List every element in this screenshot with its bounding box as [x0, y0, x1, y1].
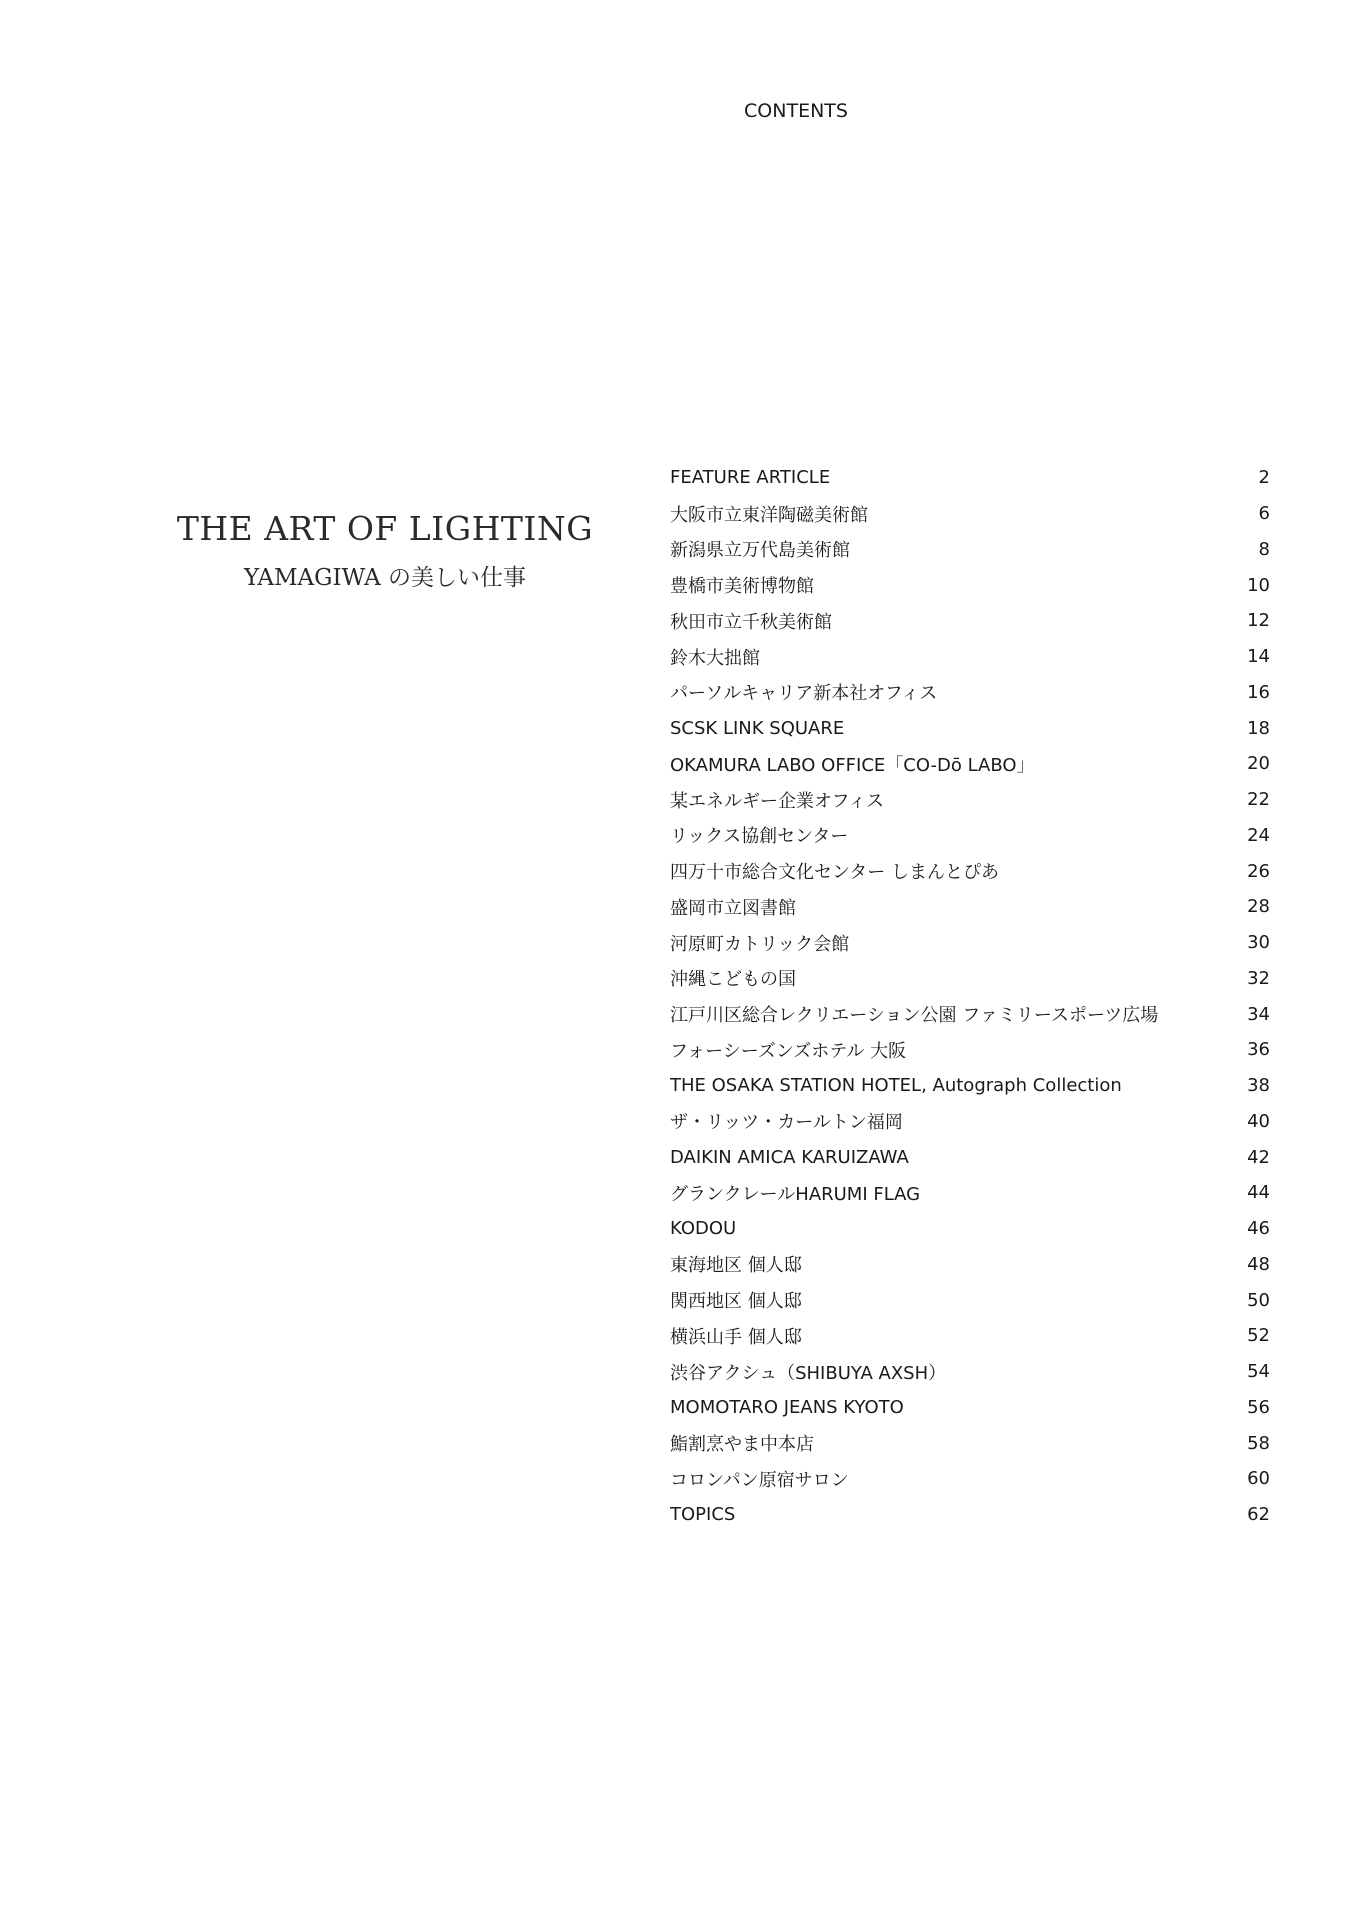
toc-entry[interactable]: [670, 1461, 1270, 1497]
toc-entry[interactable]: [670, 1139, 1270, 1175]
toc-entry-page-number: 34: [1247, 1003, 1270, 1025]
toc-entry-page-number: 62: [1247, 1504, 1270, 1526]
toc-entry[interactable]: [670, 1318, 1270, 1354]
toc-entry[interactable]: [670, 460, 1270, 496]
toc-entry[interactable]: [670, 1282, 1270, 1318]
toc-entry[interactable]: [670, 567, 1270, 603]
toc-entry[interactable]: [670, 996, 1270, 1032]
page-header: [0, 100, 1358, 122]
toc-entry[interactable]: [670, 532, 1270, 568]
toc-entry-title: TOPICS: [670, 1504, 736, 1526]
toc-entry-title: MOMOTARO JEANS KYOTO: [670, 1396, 904, 1418]
toc-entry[interactable]: [670, 1247, 1270, 1283]
toc-entry-page-number: 60: [1247, 1468, 1270, 1490]
toc-entry-page-number: 36: [1247, 1039, 1270, 1061]
toc-entry[interactable]: [670, 639, 1270, 675]
table-of-contents: [670, 460, 1270, 1533]
toc-entry-page-number: 58: [1247, 1432, 1270, 1454]
toc-entry[interactable]: [670, 961, 1270, 997]
toc-entry-title: KODOU: [670, 1218, 737, 1240]
toc-entry[interactable]: [670, 1354, 1270, 1390]
toc-entry-page-number: 48: [1247, 1253, 1270, 1275]
toc-entry-page-number: 38: [1247, 1075, 1270, 1097]
toc-entry-title: DAIKIN AMICA KARUIZAWA: [670, 1146, 909, 1168]
toc-entry-title: 秋田市立千秋美術館: [670, 611, 832, 633]
toc-entry-page-number: 30: [1247, 932, 1270, 954]
toc-entry[interactable]: [670, 925, 1270, 961]
toc-entry-title: コロンパン原宿サロン: [670, 1469, 849, 1491]
toc-entry-page-number: 10: [1247, 574, 1270, 596]
toc-entry[interactable]: [670, 782, 1270, 818]
toc-entry[interactable]: [670, 746, 1270, 782]
toc-entry-title: 関西地区 個人邸: [670, 1291, 802, 1313]
toc-entry-page-number: 18: [1247, 717, 1270, 739]
toc-entry-title: パーソルキャリア新本社オフィス: [670, 683, 938, 705]
toc-entry-title: 江戸川区総合レクリエーション公園 ファミリースポーツ広場: [670, 1005, 1159, 1027]
toc-entry-title: 東海地区 個人邸: [670, 1255, 802, 1277]
toc-entry-title: 河原町カトリック会館: [670, 933, 850, 955]
toc-entry-page-number: 2: [1258, 467, 1270, 489]
toc-entry-title: OKAMURA LABO OFFICE「CO-Dō LABO」: [670, 754, 1035, 776]
toc-entry-title: 新潟県立万代島美術館: [670, 540, 850, 562]
toc-entry-page-number: 12: [1247, 610, 1270, 632]
toc-entry-title: 鈴木大拙館: [670, 647, 760, 669]
toc-entry[interactable]: [670, 853, 1270, 889]
toc-entry-page-number: 16: [1247, 681, 1270, 703]
toc-entry-title: 豊橋市美術博物館: [670, 576, 814, 598]
toc-entry-title: ザ・リッツ・カールトン福岡: [670, 1112, 903, 1134]
toc-entry-page-number: 14: [1247, 646, 1270, 668]
toc-entry-page-number: 20: [1247, 753, 1270, 775]
toc-entry-page-number: 44: [1247, 1182, 1270, 1204]
toc-entry[interactable]: [670, 818, 1270, 854]
toc-entry-title: 盛岡市立図書館: [670, 897, 796, 919]
contents-heading: CONTENTS: [744, 100, 848, 122]
toc-entry-page-number: 46: [1247, 1218, 1270, 1240]
toc-entry-page-number: 56: [1247, 1396, 1270, 1418]
toc-entry-title: 沖縄こどもの国: [670, 969, 796, 991]
toc-entry-page-number: 40: [1247, 1110, 1270, 1132]
toc-entry-title: 四万十市総合文化センター しまんとぴあ: [670, 862, 999, 884]
toc-entry-title: 横浜山手 個人邸: [670, 1326, 802, 1348]
toc-entry[interactable]: [670, 1425, 1270, 1461]
toc-entry[interactable]: [670, 1104, 1270, 1140]
toc-entry[interactable]: [670, 889, 1270, 925]
toc-entry-page-number: 22: [1247, 789, 1270, 811]
toc-entry-title: 大阪市立東洋陶磁美術館: [670, 504, 868, 526]
toc-entry[interactable]: [670, 1390, 1270, 1426]
toc-entry[interactable]: [670, 496, 1270, 532]
toc-entry[interactable]: [670, 710, 1270, 746]
toc-entry-page-number: 28: [1247, 896, 1270, 918]
toc-entry-page-number: 54: [1247, 1361, 1270, 1383]
toc-entry[interactable]: [670, 1497, 1270, 1533]
title-block: [150, 507, 620, 595]
toc-entry-title: FEATURE ARTICLE: [670, 467, 831, 489]
toc-entry[interactable]: [670, 1211, 1270, 1247]
toc-entry-page-number: 52: [1247, 1325, 1270, 1347]
toc-entry[interactable]: [670, 675, 1270, 711]
main-title: THE ART OF LIGHTING: [176, 509, 594, 548]
toc-entry-title: SCSK LINK SQUARE: [670, 717, 845, 739]
subtitle: YAMAGIWA の美しい仕事: [243, 565, 527, 591]
toc-entry-title: リックス協創センター: [670, 826, 849, 848]
toc-entry-title: グランクレールHARUMI FLAG: [670, 1183, 921, 1205]
toc-entry-page-number: 6: [1258, 503, 1270, 525]
toc-entry-page-number: 42: [1247, 1146, 1270, 1168]
toc-entry-page-number: 24: [1247, 824, 1270, 846]
toc-entry-title: 鮨割烹やま中本店: [670, 1434, 814, 1456]
toc-entry-page-number: 26: [1247, 860, 1270, 882]
toc-entry-title: 渋谷アクシュ（SHIBUYA AXSH）: [670, 1362, 947, 1384]
toc-entry-page-number: 50: [1247, 1289, 1270, 1311]
toc-entry-page-number: 8: [1258, 538, 1270, 560]
toc-entry[interactable]: [670, 1032, 1270, 1068]
toc-entry[interactable]: [670, 1175, 1270, 1211]
toc-entry[interactable]: [670, 603, 1270, 639]
toc-entry[interactable]: [670, 1068, 1270, 1104]
toc-entry-title: THE OSAKA STATION HOTEL, Autograph Collection: [670, 1075, 1122, 1097]
toc-entry-title: フォーシーズンズホテル 大阪: [670, 1040, 907, 1062]
toc-entry-title: 某エネルギー企業オフィス: [670, 790, 885, 812]
toc-entry-page-number: 32: [1247, 967, 1270, 989]
